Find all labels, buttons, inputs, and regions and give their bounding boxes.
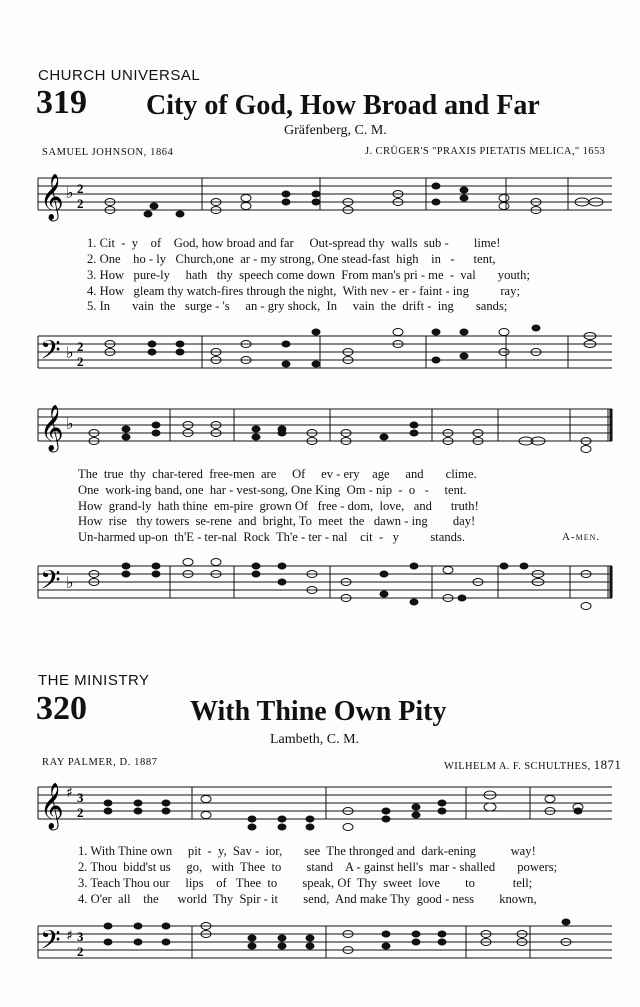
hymn-title-320: With Thine Own Pity bbox=[190, 696, 447, 727]
lyric-line-1: 1. With Thine own pit - y, Sav - ior, see The thronged and dark-ening way! bbox=[78, 844, 536, 858]
treble-clef-icon: 𝄞 bbox=[40, 783, 64, 829]
sharp-icon: ♯ bbox=[66, 785, 73, 801]
section-heading-the-ministry: THE MINISTRY bbox=[38, 672, 150, 689]
lyric-line-3: 3. Teach Thou our lips of Thee to speak, Of Thy sweet love to tell; bbox=[78, 876, 533, 890]
lyric-line-4: How rise thy towers se-rene and bright, To meet the dawn - ing day! bbox=[78, 514, 476, 528]
treble-clef-icon: 𝄞 bbox=[40, 174, 64, 220]
lyric-line-5: Un-harmed up-on th'E - ter-nal Rock Th'e - ter - nal cit - y stands. bbox=[78, 530, 466, 544]
treble-staff-system-2 bbox=[30, 403, 615, 453]
flat-icon: ♭ bbox=[66, 343, 74, 362]
svg-text:3: 3 bbox=[77, 929, 84, 944]
sharp-icon: ♯ bbox=[66, 928, 73, 944]
bass-clef-icon: 𝄢 bbox=[40, 334, 61, 372]
lyric-line-3: How grand-ly hath thine em-pire grown Of free - dom, love, and truth! bbox=[78, 499, 479, 513]
bass-staff-system-2 bbox=[30, 552, 615, 612]
hymn-number-320: 320 bbox=[36, 690, 87, 727]
composer-credit-319: J. CRÜGER'S "PRAXIS PIETATIS MELICA," 1653 bbox=[365, 146, 606, 157]
treble-staff-hymn-320 bbox=[30, 781, 615, 831]
lyric-line-2: 2. Thou bidd'st us go, with Thee to stand A - gainst hell's mar - shalled powers; bbox=[78, 860, 558, 874]
svg-text:2: 2 bbox=[77, 196, 84, 211]
hymn-title-319: City of God, How Broad and Far bbox=[146, 90, 540, 121]
lyric-line-3: 3. How pure-ly hath thy speech come down From man's pri - me - val youth; bbox=[87, 268, 530, 282]
lyric-line-4: 4. How gleam thy watch-fires through the night, With nev - er - faint - ing ray; bbox=[87, 284, 520, 298]
lyric-line-4: 4. O'er all the world Thy Spir - it send, And make Thy good - ness known, bbox=[78, 892, 537, 906]
lyric-line-2: One work-ing band, one har - vest-song, One King Om - nip - o - tent. bbox=[78, 483, 467, 497]
svg-text:2: 2 bbox=[77, 805, 84, 820]
flat-icon: ♭ bbox=[66, 573, 74, 592]
svg-text:2: 2 bbox=[77, 181, 84, 196]
author-credit-319: SAMUEL JOHNSON, 1864 bbox=[42, 147, 174, 158]
flat-icon: ♭ bbox=[66, 183, 74, 202]
lyric-line-2: 2. One ho - ly Church,one ar - my strong, One stead-fast high in - tent, bbox=[87, 252, 496, 266]
author-credit-320: RAY PALMER, D. 1887 bbox=[42, 757, 158, 768]
lyric-line-1: 1. Cit - y of God, how broad and far Out-spread thy walls sub - lime! bbox=[87, 236, 501, 250]
treble-clef-icon: 𝄞 bbox=[40, 405, 64, 451]
bass-staff-hymn-320 bbox=[30, 912, 615, 972]
svg-text:2: 2 bbox=[77, 339, 84, 354]
lyric-line-1: The true thy char-tered free-men are Of ev - ery age and clime. bbox=[78, 467, 477, 481]
bass-staff-system-1 bbox=[30, 322, 615, 382]
flat-icon: ♭ bbox=[66, 414, 74, 433]
bass-clef-icon: 𝄢 bbox=[40, 564, 61, 602]
tune-name-319: Gräfenberg, C. M. bbox=[284, 123, 387, 138]
hymn-number-319: 319 bbox=[36, 84, 87, 121]
lyric-line-5: 5. In vain the surge - 's an - gry shock, In vain the drift - ing sands; bbox=[87, 299, 508, 313]
svg-text:2: 2 bbox=[77, 354, 84, 369]
svg-text:3: 3 bbox=[77, 790, 84, 805]
svg-text:2: 2 bbox=[77, 944, 84, 959]
tune-name-320: Lambeth, C. M. bbox=[270, 732, 360, 747]
bass-clef-icon: 𝄢 bbox=[40, 924, 61, 962]
treble-staff-system-1 bbox=[30, 172, 615, 222]
composer-credit-320: WILHELM A. F. SCHULTHES, 1871 bbox=[444, 757, 622, 772]
amen-text: A-men. bbox=[562, 531, 601, 543]
section-heading-church-universal: CHURCH UNIVERSAL bbox=[38, 67, 201, 84]
